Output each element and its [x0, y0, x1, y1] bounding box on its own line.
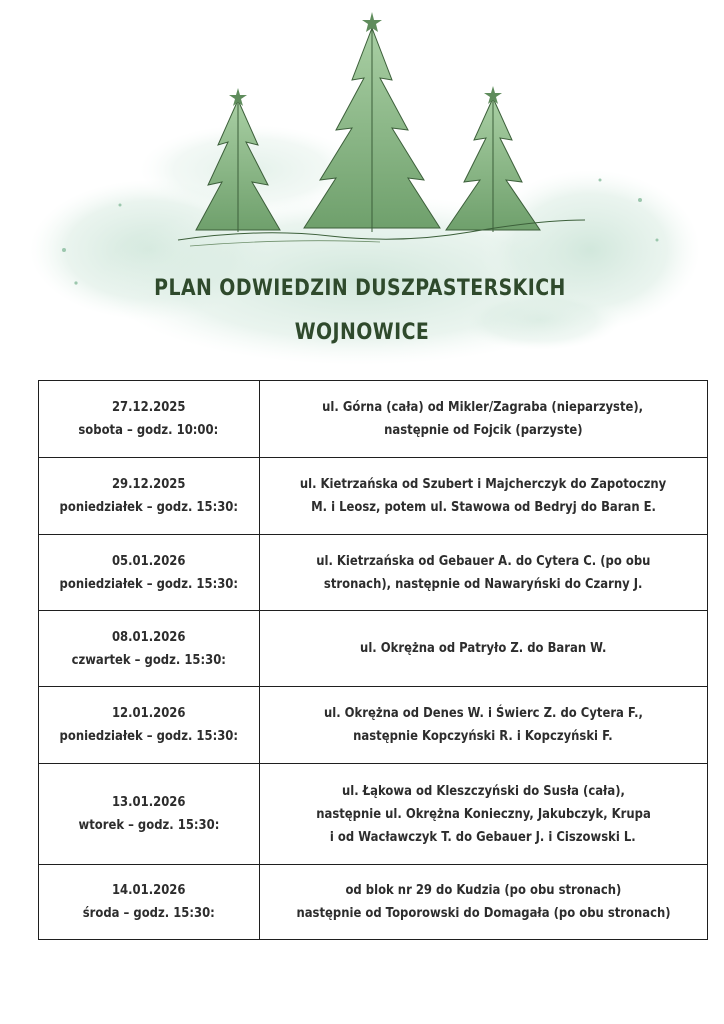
- date-cell: [39, 764, 260, 865]
- route-line: następnie Kopczyński R. i Kopczyński F.: [353, 728, 613, 744]
- date-cell: [39, 458, 260, 535]
- table-row: [39, 687, 708, 764]
- visit-time: poniedziałek – godz. 15:30:: [59, 575, 239, 592]
- date-cell: [39, 865, 260, 940]
- table-row: [39, 381, 708, 458]
- route-line: M. i Leosz, potem ul. Stawowa od Bedryj do Baran E.: [310, 499, 656, 515]
- route-line: ul. Górna (cała) od Mikler/Zagraba (nieparzyste),: [322, 399, 644, 415]
- route-line: i od Wacławczyk T. do Gebauer J. i Ciszowski L.: [330, 828, 636, 845]
- route-line: ul. Okrężna od Denes W. i Świerc Z. do Cytera F.,: [323, 705, 643, 721]
- visit-time: środa – godz. 15:30:: [82, 905, 215, 921]
- route-line: ul. Okrężna od Patryło Z. do Baran W.: [359, 640, 607, 656]
- route-line: od blok nr 29 do Kudzia (po obu stronach): [345, 882, 621, 898]
- route-cell: [259, 865, 707, 940]
- page-subtitle: WOJNOWICE: [294, 320, 430, 345]
- christmas-trees-illustration: [0, 0, 724, 370]
- visit-date: 08.01.2026: [112, 628, 186, 645]
- route-line: ul. Kietrzańska od Gebauer A. do Cytera C. (po obu: [315, 552, 651, 569]
- visit-date: 14.01.2026: [112, 882, 186, 898]
- route-line: następnie od Fojcik (parzyste): [383, 422, 583, 438]
- visit-time: wtorek – godz. 15:30:: [78, 817, 220, 833]
- visit-date: 13.01.2026: [112, 794, 186, 810]
- table-row: [39, 865, 708, 940]
- table-row: [39, 458, 708, 535]
- route-cell: [259, 381, 707, 458]
- table-row: [39, 764, 708, 865]
- route-cell: [259, 687, 707, 764]
- route-cell: [259, 458, 707, 535]
- date-cell: [39, 611, 260, 687]
- route-line: ul. Kietrzańska od Szubert i Majcherczyk do Zapotoczny: [299, 476, 667, 492]
- table-row: [39, 535, 708, 611]
- route-cell: [259, 611, 707, 687]
- visit-date: 12.01.2026: [112, 705, 186, 721]
- date-cell: [39, 687, 260, 764]
- page-title: PLAN ODWIEDZIN DUSZPASTERSKICH: [154, 276, 566, 301]
- route-line: następnie od Toporowski do Domagała (po obu stronach): [295, 905, 671, 921]
- route-line: następnie ul. Okrężna Konieczny, Jakubczyk, Krupa: [315, 805, 651, 822]
- date-cell: [39, 535, 260, 611]
- visit-date: 29.12.2025: [112, 476, 186, 492]
- visit-time: sobota – godz. 10:00:: [78, 422, 219, 438]
- route-line: stronach), następnie od Nawaryński do Czarny J.: [323, 575, 643, 592]
- route-cell: [259, 764, 707, 865]
- route-cell: [259, 535, 707, 611]
- visit-date: 05.01.2026: [112, 552, 186, 569]
- visit-time: poniedziałek – godz. 15:30:: [59, 499, 239, 515]
- table-row: [39, 611, 708, 687]
- route-line: ul. Łąkowa od Kleszczyński do Susła (cała),: [341, 782, 625, 799]
- visit-date: 27.12.2025: [112, 399, 186, 415]
- visit-schedule-table: [38, 380, 708, 940]
- visit-time: poniedziałek – godz. 15:30:: [59, 728, 239, 744]
- date-cell: [39, 381, 260, 458]
- visit-time: czwartek – godz. 15:30:: [71, 651, 226, 668]
